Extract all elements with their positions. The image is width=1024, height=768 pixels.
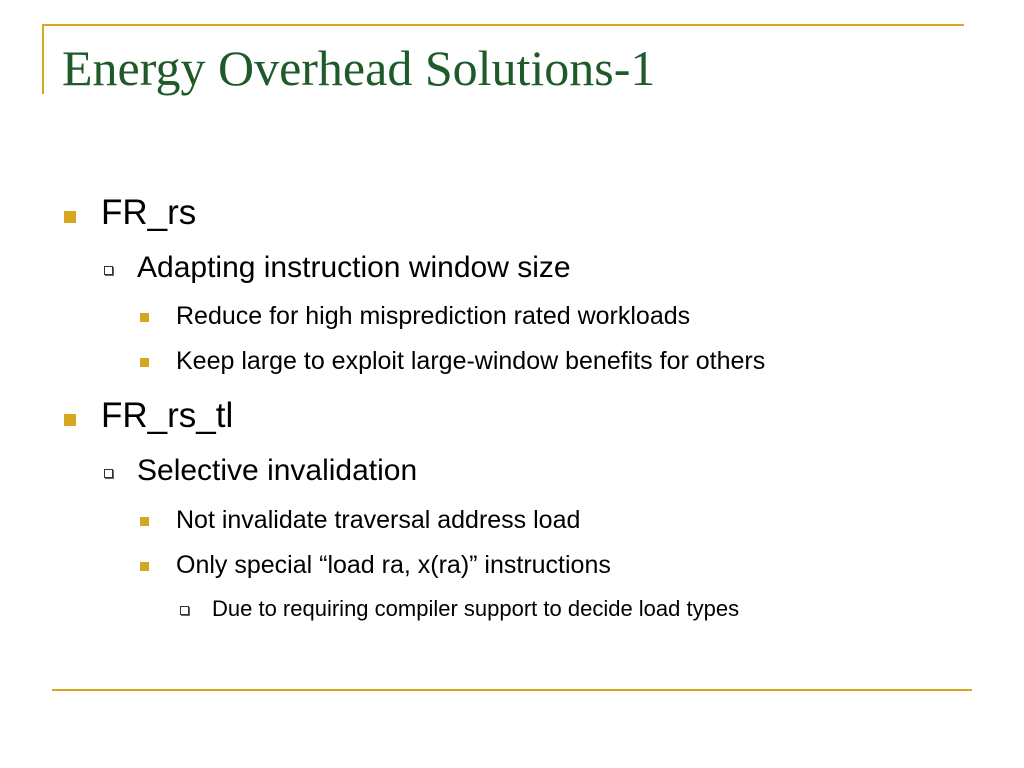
bullet-level4: Due to requiring compiler support to decide load types: [212, 596, 740, 621]
bullet-square-icon: [140, 517, 149, 526]
bullet-level1: FR_rs_tl: [101, 396, 234, 435]
bullet-square-icon: [140, 313, 149, 322]
bullet-hollow-square-icon: [180, 606, 189, 615]
bullet-hollow-square-icon: [104, 469, 113, 478]
bullet-level3: Only special “load ra, x(ra)” instructions: [176, 551, 611, 579]
bullet-square-icon: [64, 211, 76, 223]
bullet-square-icon: [64, 414, 76, 426]
bullet-hollow-square-icon: [104, 266, 113, 275]
bullet-level3: Reduce for high misprediction rated workloads: [176, 302, 691, 330]
slide-title: Energy Overhead Solutions-1: [62, 40, 656, 96]
bullet-level2: Adapting instruction window size: [137, 251, 571, 284]
bullet-square-icon: [140, 562, 149, 571]
frame-left-rule: [42, 24, 44, 94]
bullet-level3: Not invalidate traversal address load: [176, 506, 581, 534]
bullet-level2: Selective invalidation: [137, 454, 418, 487]
bullet-square-icon: [140, 358, 149, 367]
bottom-rule: [52, 689, 972, 691]
bullet-level1: FR_rs: [101, 193, 197, 232]
frame-top-rule: [42, 24, 964, 26]
bullet-level3: Keep large to exploit large-window benefits for others: [176, 347, 766, 375]
